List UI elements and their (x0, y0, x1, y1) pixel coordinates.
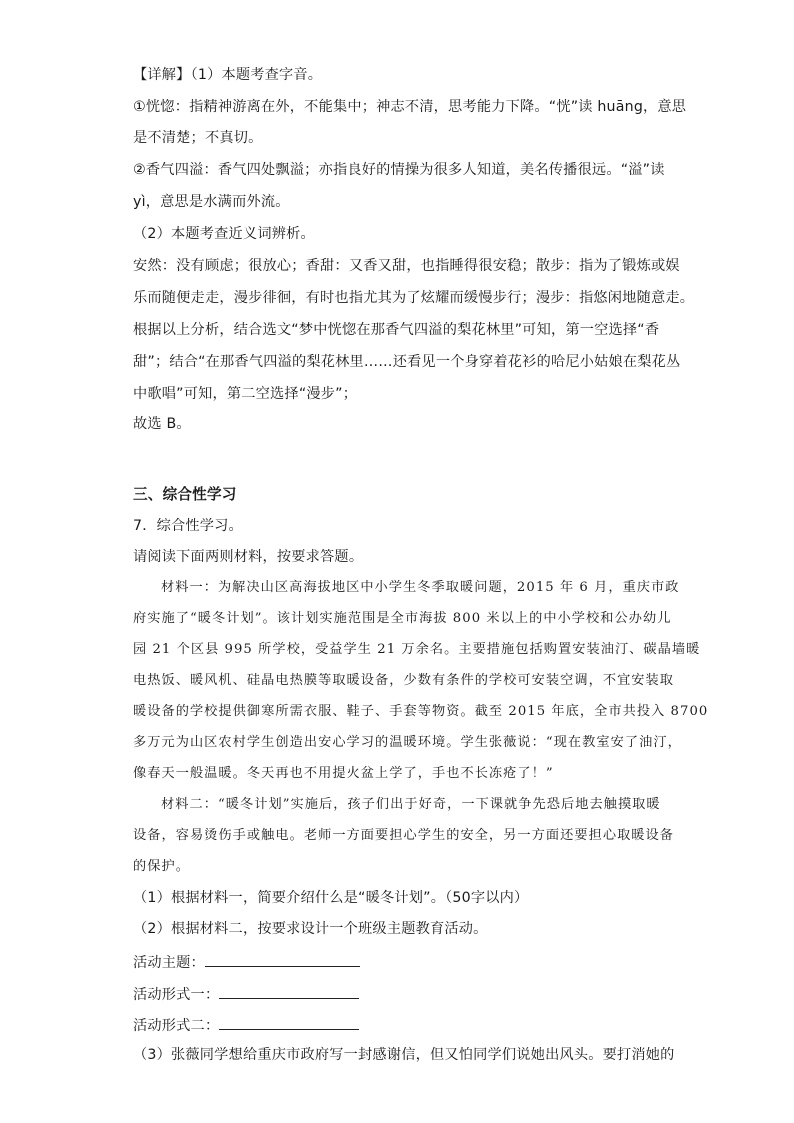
detail-item1-line2: 是不清楚；不真切。 (133, 130, 263, 146)
detail-conclusion: 故选 B。 (133, 416, 191, 432)
material1-line: 府实施了“暖冬计划”。该计划实施范围是全市海拔 800 米以上的中小学校和公办幼儿 (133, 611, 672, 626)
detail-item1-line1: ①恍惚：指精神游离在外，不能集中；神志不清，思考能力下降。“恍”读 huāng，意思 (133, 99, 687, 115)
analysis-line: 安然：没有顾虑；很放心；香甜：又香又甜，也指睡得很安稳；散步：指为了锻炼或娱 (133, 258, 680, 274)
material2-line: 设备，容易烫伤手或触电。老师一方面要担心学生的安全，另一方面还要担心取暖设备 (133, 828, 675, 843)
question-7-3: （3）张薇同学想给重庆市政府写一封感谢信，但又怕同学们说她出风头。要打消她的 (133, 1047, 675, 1063)
material1-line: 暖设备的学校提供御寒所需衣服、鞋子、手套等物资。截至 2015 年底，全市共投入 8700 (133, 704, 709, 719)
activity-form1-row (133, 983, 359, 1005)
activity-theme-row (133, 951, 360, 973)
reading-instruction: 请阅读下面两则材料，按要求答题。 (133, 549, 364, 565)
section-heading: 三、综合性学习 (133, 486, 237, 503)
material1-line: 园 21 个区县 995 所学校，受益学生 21 万余名。主要措施包括购置安装油汀、碳晶墙暖 (133, 642, 701, 657)
activity-form2-blank[interactable] (219, 1014, 359, 1030)
material2-line: 材料二：“暖冬计划”实施后，孩子们出于好奇，一下课就争先恐后地去触摸取暖 (161, 797, 661, 812)
question-7-title: 7．综合性学习。 (133, 518, 243, 534)
activity-form2-label: 活动形式二： (133, 1018, 220, 1034)
analysis-line: 根据以上分析，结合选文“梦中恍惚在那香气四溢的梨花林里”可知，第一空选择“香 (133, 322, 660, 338)
activity-theme-blank[interactable] (205, 951, 360, 967)
material1-line: 材料一：为解决山区高海拔地区中小学生冬季取暖问题，2015 年 6 月，重庆市政 (161, 580, 680, 595)
detail-label: 【详解】 (133, 67, 191, 83)
activity-form2-row (133, 1014, 359, 1036)
material1-line: 多万元为山区农村学生创造出安心学习的温暖环境。学生张薇说：“现在教室安了油汀， (133, 735, 682, 750)
material2-line: 的保护。 (133, 859, 190, 874)
activity-form1-blank[interactable] (219, 983, 359, 999)
detail-item2-line2: yì，意思是水满而外流。 (133, 194, 290, 210)
analysis-line: 中歌唱”可知，第二空选择“漫步”； (133, 386, 358, 402)
detail-part2-title: （2）本题考查近义词辨析。 (133, 226, 315, 242)
detail-item2-line1: ②香气四溢：香气四处飘溢；亦指良好的情操为很多人知道，美名传播很远。“溢”读 (133, 162, 665, 178)
detail-part1-title: 【详解】（1）本题考查字音。 (133, 67, 323, 83)
activity-form1-label: 活动形式一： (133, 987, 220, 1003)
activity-theme-label: 活动主题： (133, 955, 205, 971)
material1-line: 电热饭、暖风机、硅晶电热膜等取暖设备，少数有条件的学校可安装空调，不宜安装取 (133, 673, 675, 688)
question-7-1: （1）根据材料一，简要介绍什么是“暖冬计划”。（50字以内） (133, 890, 529, 906)
question-7-2: （2）根据材料二，按要求设计一个班级主题教育活动。 (133, 921, 488, 937)
material1-line: 像春天一般温暖。冬天再也不用提火盆上学了，手也不长冻疮了！” (133, 766, 554, 781)
analysis-line: 甜”；结合“在那香气四溢的梨花林里……还看见一个身穿着花衫的哈尼小姑娘在梨花丛 (133, 354, 681, 370)
analysis-line: 乐而随便走走，漫步徘徊，有时也指尤其为了炫耀而缓慢步行；漫步：指悠闲地随意走。 (133, 290, 695, 306)
